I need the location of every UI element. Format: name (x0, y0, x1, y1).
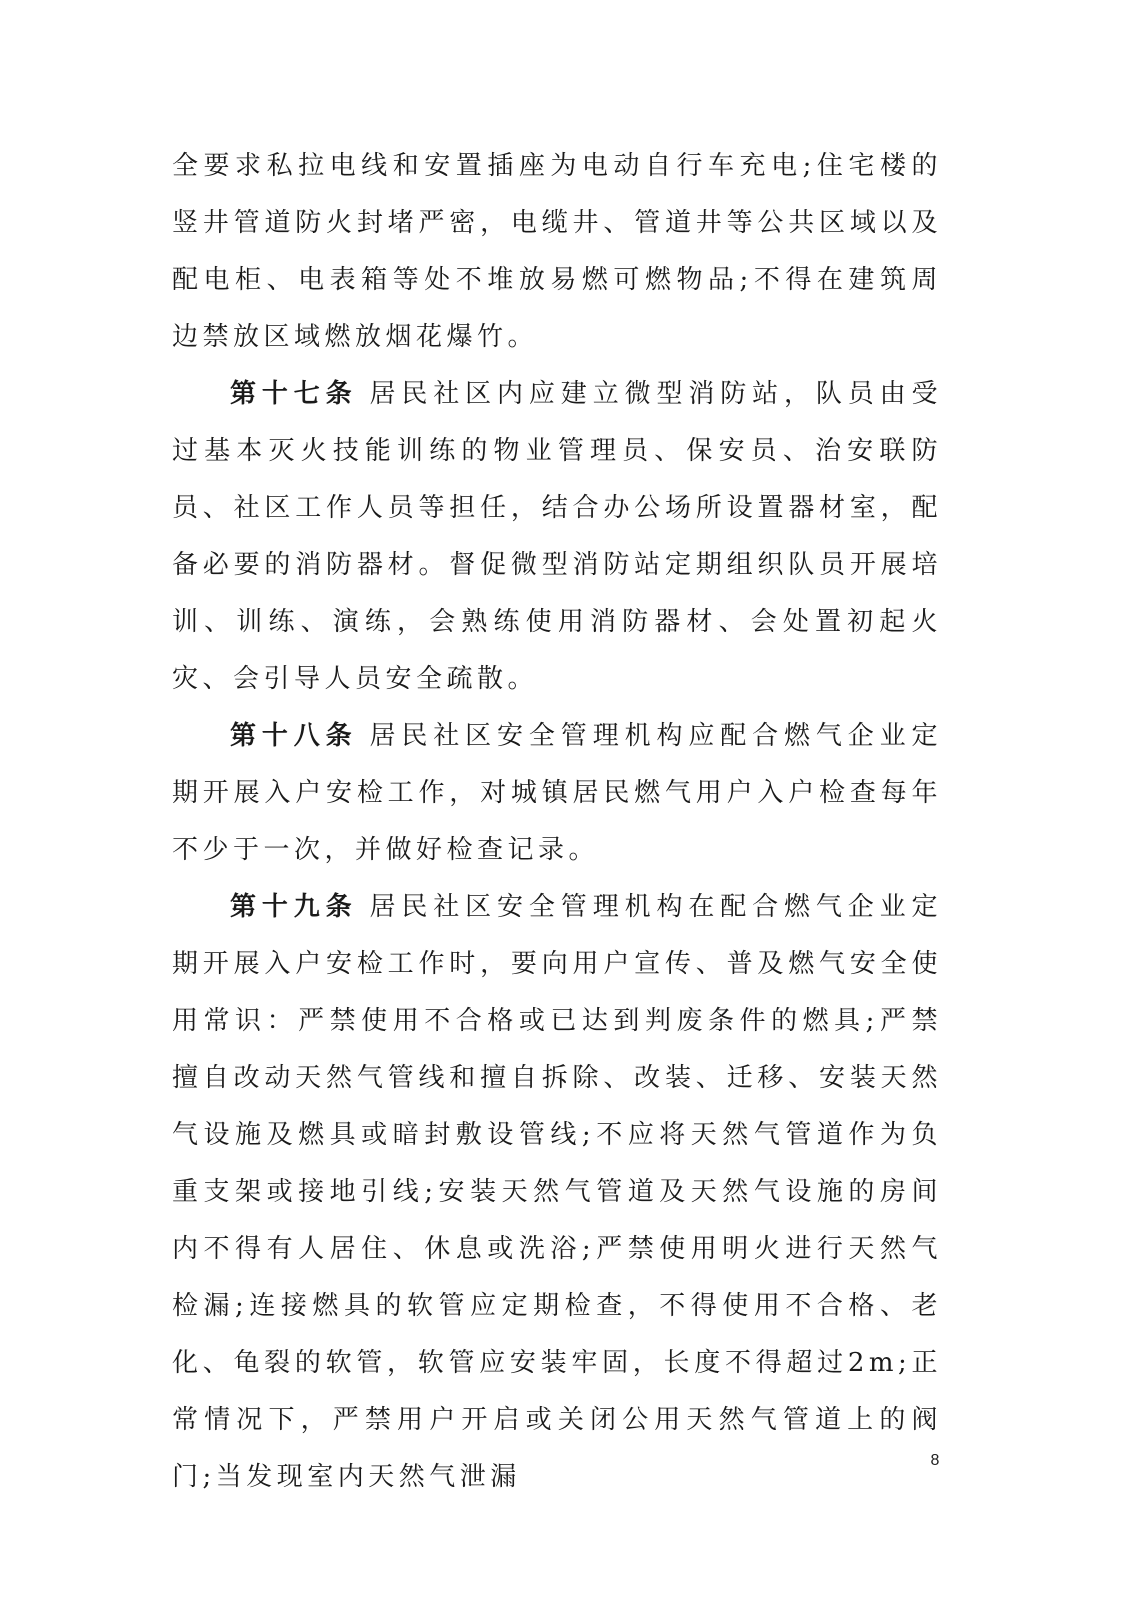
paragraph-article-18 (172, 708, 942, 879)
article-number: 第十八条 (230, 721, 358, 751)
paragraph-continuation (172, 138, 942, 366)
paragraph-article-19 (172, 879, 942, 1506)
paragraph-text: 全要求私拉电线和安置插座为电动自行车充电;住宅楼的竖井管道防火封堵严密，电缆井、管道井等公共区域以及配电柜、电表箱等处不堆放易燃可燃物品;不得在建筑周边禁放区域燃放烟花爆竹。 (172, 151, 942, 352)
document-page (172, 138, 942, 1506)
paragraph-text: 居民社区安全管理机构应配合燃气企业定期开展入户安检工作，对城镇居民燃气用户入户检查每年不少于一次，并做好检查记录。 (172, 721, 942, 865)
paragraph-text: 居民社区内应建立微型消防站，队员由受过基本灭火技能训练的物业管理员、保安员、治安联防员、社区工作人员等担任，结合办公场所设置器材室，配备必要的消防器材。督促微型消防站定期组织队员开展培训、训练、演练，会熟练使用消防器材、会处置初起火灾、会引导人员安全疏散。 (172, 379, 942, 694)
page-number: 8 (930, 1452, 940, 1469)
article-number: 第十七条 (230, 379, 358, 409)
paragraph-text: 居民社区安全管理机构在配合燃气企业定期开展入户安检工作时，要向用户宣传、普及燃气安全使用常识：严禁使用不合格或已达到判废条件的燃具;严禁擅自改动天然气管线和擅自拆除、改装、迁移、安装天然气设施及燃具或暗封敷设管线;不应将天然气管道作为负重支架或接地引线;安装天然气管道及天然气设施的房间内不得有人居住、休息或洗浴;严禁使用明火进行天然气检漏;连接燃具的软管应定期检查，不得使用不合格、老化、龟裂的软管，软管应安装牢固，长度不得超过2m;正常情况下，严禁用户开启或关闭公用天然气管道上的阀门;当发现室内天然气泄漏 (172, 892, 942, 1492)
article-number: 第十九条 (230, 892, 358, 922)
paragraph-article-17 (172, 366, 942, 708)
